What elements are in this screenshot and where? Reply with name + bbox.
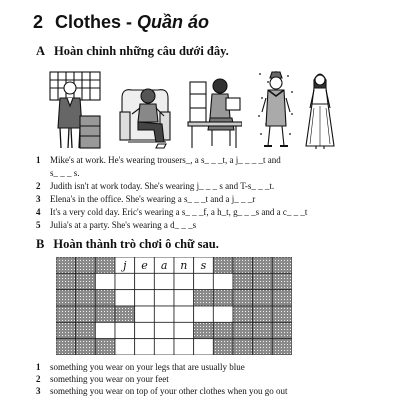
crossword-shaded-cell <box>233 257 253 273</box>
list-item <box>36 206 307 219</box>
crossword-cell[interactable] <box>174 339 194 355</box>
crossword-cell[interactable] <box>174 322 194 338</box>
crossword-cell[interactable] <box>135 339 155 355</box>
crossword-shaded-cell <box>76 290 96 306</box>
crossword-shaded-cell <box>213 322 233 338</box>
crossword-shaded-cell <box>253 273 273 289</box>
item-number: 2 <box>36 181 41 191</box>
clue-item <box>36 373 287 385</box>
section-a-items <box>36 154 307 232</box>
crossword-cell[interactable] <box>154 290 174 306</box>
crossword-letter: j <box>123 258 127 272</box>
crossword-shaded-cell <box>272 290 292 306</box>
crossword-letter: n <box>180 258 188 272</box>
list-item <box>36 219 307 232</box>
crossword-shaded-cell <box>95 257 115 273</box>
section-b-letter: B <box>36 237 45 251</box>
item-text-continued: s_ _ _ s. <box>50 168 80 178</box>
crossword-shaded-cell <box>272 306 292 322</box>
man-in-snow-illustration <box>256 68 296 150</box>
crossword-cell[interactable] <box>135 290 155 306</box>
crossword-cell[interactable] <box>115 273 135 289</box>
section-b-instruction: Hoàn thành trò chơi ô chữ sau. <box>53 237 219 251</box>
clue-item <box>36 385 287 397</box>
crossword-shaded-cell <box>95 306 115 322</box>
item-text: Elena's in the office. She's wearing a s_ _ _t and a j_ _ _r <box>50 194 256 204</box>
clue-text: something you wear on top of your other clothes when you go out <box>50 386 288 396</box>
crossword-shaded-cell <box>194 322 214 338</box>
woman-on-sofa-illustration <box>118 68 172 150</box>
crossword-shaded-cell <box>95 339 115 355</box>
crossword-shaded-cell <box>272 257 292 273</box>
crossword-cell[interactable] <box>194 339 214 355</box>
clue-number: 2 <box>36 374 41 384</box>
crossword-shaded-cell <box>76 339 96 355</box>
list-item <box>36 180 307 193</box>
crossword-cell[interactable] <box>154 339 174 355</box>
clue-number: 3 <box>36 386 41 396</box>
crossword-shaded-cell <box>213 339 233 355</box>
item-number: 5 <box>36 220 41 230</box>
crossword-shaded-cell <box>56 257 76 273</box>
item-text: Mike's at work. He's wearing trousers_, a s_ _ _t, a j_ _ _ _t and <box>50 155 281 165</box>
crossword-shaded-cell <box>233 322 253 338</box>
crossword-shaded-cell <box>56 322 76 338</box>
crossword-shaded-cell <box>115 306 135 322</box>
clue-number: 1 <box>36 362 41 372</box>
crossword-letter: a <box>160 258 168 272</box>
crossword-cell[interactable] <box>95 273 115 289</box>
crossword-shaded-cell <box>76 273 96 289</box>
crossword-cell[interactable] <box>115 322 135 338</box>
section-b-clues <box>36 361 287 397</box>
crossword-shaded-cell <box>272 339 292 355</box>
section-a-instruction: Hoàn chỉnh những câu dưới đây. <box>54 44 229 58</box>
crossword-shaded-cell <box>213 290 233 306</box>
item-number: 3 <box>36 194 41 204</box>
crossword-shaded-cell <box>95 290 115 306</box>
crossword-cell[interactable] <box>135 322 155 338</box>
crossword-shaded-cell <box>194 290 214 306</box>
crossword-letter: e <box>141 258 148 272</box>
crossword-cell[interactable] <box>213 306 233 322</box>
clue-text: something you wear on your feet <box>50 374 169 384</box>
crossword-shaded-cell <box>56 273 76 289</box>
crossword-cell[interactable] <box>174 290 194 306</box>
list-item <box>36 193 307 206</box>
crossword-cell[interactable] <box>95 322 115 338</box>
crossword-shaded-cell <box>56 290 76 306</box>
crossword-shaded-cell <box>76 322 96 338</box>
crossword-shaded-cell <box>253 339 273 355</box>
item-number: 1 <box>36 155 41 165</box>
crossword-shaded-cell <box>233 290 253 306</box>
item-text: Judith isn't at work today. She's wearing j_ _ _ s and T-s_ _ _t. <box>50 181 275 191</box>
crossword-shaded-cell <box>233 339 253 355</box>
crossword-cell[interactable] <box>213 273 233 289</box>
crossword-shaded-cell <box>253 306 273 322</box>
crossword-cell[interactable] <box>115 339 135 355</box>
crossword-shaded-cell <box>56 306 76 322</box>
title-vietnamese: Quần áo <box>137 12 210 32</box>
crossword-cell[interactable] <box>194 306 214 322</box>
item-text: Julia's at a party. She's wearing a d_ _ _s <box>50 220 197 230</box>
crossword-shaded-cell <box>253 290 273 306</box>
crossword-shaded-cell <box>272 322 292 338</box>
section-a-letter: A <box>36 44 46 58</box>
clue-item <box>36 361 287 373</box>
unit-title <box>33 12 209 33</box>
crossword-shaded-cell <box>233 306 253 322</box>
unit-number: 2 <box>33 12 44 32</box>
crossword-cell[interactable] <box>174 306 194 322</box>
clue-text: something you wear on your legs that are usually blue <box>50 362 245 372</box>
crossword-shaded-cell <box>253 257 273 273</box>
crossword-shaded-cell <box>233 273 253 289</box>
clothes-illustrations <box>48 68 340 150</box>
section-a-heading <box>36 44 229 59</box>
crossword-shaded-cell <box>76 306 96 322</box>
crossword-cell[interactable] <box>194 273 214 289</box>
crossword-letter: s <box>200 258 207 272</box>
crossword-shaded-cell <box>253 322 273 338</box>
crossword-cell[interactable] <box>135 273 155 289</box>
crossword-cell[interactable] <box>174 273 194 289</box>
section-b-heading <box>36 237 219 252</box>
item-text: It's a very cold day. Eric's wearing a s_ _ _f, a h_t, g_ _ _s and a c_ _ _t <box>50 207 308 217</box>
woman-at-computer-illustration <box>186 68 242 150</box>
crossword-cell[interactable] <box>154 322 174 338</box>
crossword-cell[interactable] <box>154 273 174 289</box>
crossword-shaded-cell <box>76 257 96 273</box>
crossword-grid <box>56 257 292 355</box>
list-item <box>36 154 307 180</box>
crossword-shaded-cell <box>272 273 292 289</box>
crossword-shaded-cell <box>56 339 76 355</box>
crossword-cell[interactable] <box>135 306 155 322</box>
crossword-cell[interactable] <box>115 290 135 306</box>
crossword-cell[interactable] <box>154 306 174 322</box>
title-english: Clothes - <box>55 12 138 32</box>
crossword-shaded-cell <box>213 257 233 273</box>
woman-in-dress-illustration <box>300 68 340 150</box>
item-number: 4 <box>36 207 41 217</box>
man-in-suit-illustration <box>48 68 102 150</box>
